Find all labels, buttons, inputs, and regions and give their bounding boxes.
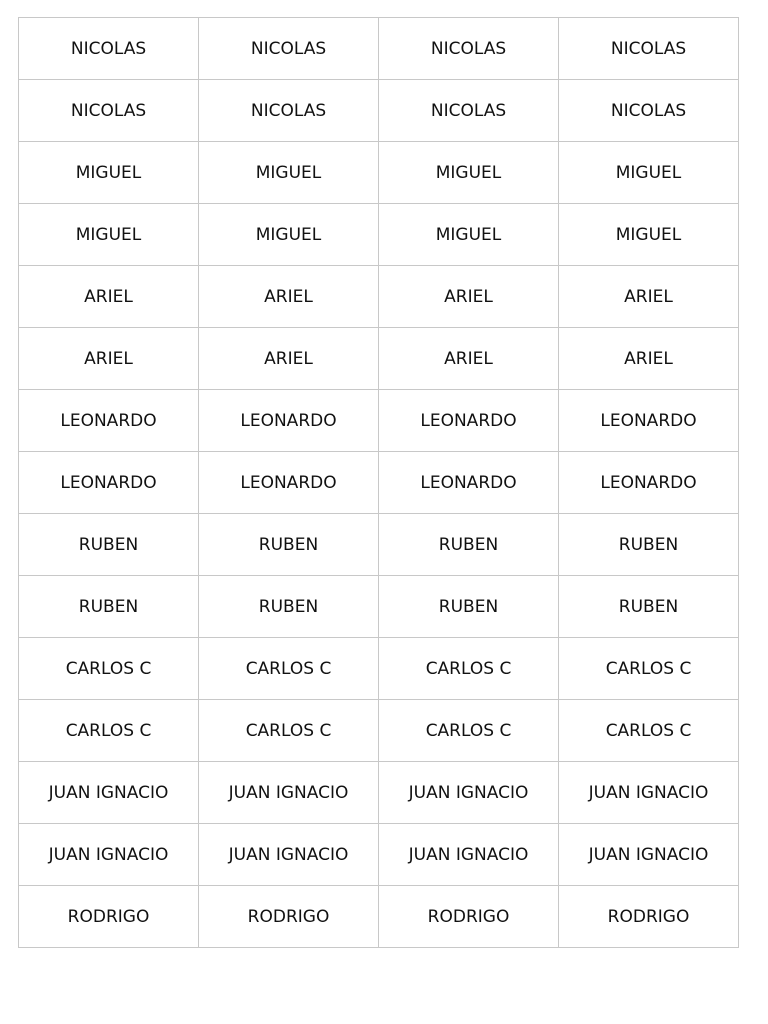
table-cell: ARIEL — [19, 328, 199, 390]
table-cell: CARLOS C — [199, 700, 379, 762]
table-cell: CARLOS C — [19, 638, 199, 700]
table-row — [19, 390, 739, 452]
table-cell: LEONARDO — [19, 452, 199, 514]
table-cell: NICOLAS — [19, 80, 199, 142]
table-cell: RODRIGO — [559, 886, 739, 948]
table-cell: NICOLAS — [199, 18, 379, 80]
table-cell: JUAN IGNACIO — [19, 762, 199, 824]
name-table — [18, 17, 739, 948]
table-cell: RUBEN — [379, 576, 559, 638]
table-cell: CARLOS C — [19, 700, 199, 762]
table-cell: JUAN IGNACIO — [19, 824, 199, 886]
table-cell: MIGUEL — [559, 142, 739, 204]
table-cell: ARIEL — [19, 266, 199, 328]
table-cell: LEONARDO — [559, 390, 739, 452]
table-cell: CARLOS C — [379, 700, 559, 762]
table-cell: ARIEL — [199, 266, 379, 328]
table-cell: NICOLAS — [199, 80, 379, 142]
table-cell: NICOLAS — [19, 18, 199, 80]
table-cell: NICOLAS — [379, 80, 559, 142]
table-cell: MIGUEL — [379, 204, 559, 266]
table-cell: NICOLAS — [559, 18, 739, 80]
table-cell: CARLOS C — [199, 638, 379, 700]
table-row — [19, 18, 739, 80]
table-row — [19, 514, 739, 576]
table-cell: RODRIGO — [379, 886, 559, 948]
table-cell: JUAN IGNACIO — [379, 762, 559, 824]
table-row — [19, 886, 739, 948]
table-cell: LEONARDO — [379, 452, 559, 514]
table-row — [19, 266, 739, 328]
table-cell: NICOLAS — [559, 80, 739, 142]
table-cell: RUBEN — [559, 514, 739, 576]
table-row — [19, 328, 739, 390]
table-cell: RODRIGO — [199, 886, 379, 948]
table-cell: ARIEL — [379, 328, 559, 390]
table-cell: MIGUEL — [19, 204, 199, 266]
table-cell: CARLOS C — [559, 638, 739, 700]
table-cell: MIGUEL — [379, 142, 559, 204]
table-row — [19, 204, 739, 266]
table-cell: CARLOS C — [559, 700, 739, 762]
table-row — [19, 142, 739, 204]
table-row — [19, 824, 739, 886]
table-cell: MIGUEL — [559, 204, 739, 266]
table-cell: RUBEN — [559, 576, 739, 638]
table-cell: CARLOS C — [379, 638, 559, 700]
table-row — [19, 452, 739, 514]
table-cell: LEONARDO — [199, 452, 379, 514]
table-cell: MIGUEL — [199, 142, 379, 204]
table-cell: JUAN IGNACIO — [559, 762, 739, 824]
table-row — [19, 80, 739, 142]
table-cell: RUBEN — [19, 514, 199, 576]
table-cell: ARIEL — [559, 328, 739, 390]
table-cell: MIGUEL — [199, 204, 379, 266]
table-cell: RUBEN — [379, 514, 559, 576]
table-cell: RUBEN — [199, 514, 379, 576]
table-row — [19, 700, 739, 762]
table-cell: ARIEL — [199, 328, 379, 390]
table-cell: RODRIGO — [19, 886, 199, 948]
table-cell: JUAN IGNACIO — [199, 762, 379, 824]
table-cell: JUAN IGNACIO — [199, 824, 379, 886]
table-cell: JUAN IGNACIO — [559, 824, 739, 886]
table-cell: ARIEL — [379, 266, 559, 328]
table-cell: NICOLAS — [379, 18, 559, 80]
table-row — [19, 576, 739, 638]
table-cell: LEONARDO — [199, 390, 379, 452]
table-cell: MIGUEL — [19, 142, 199, 204]
table-row — [19, 638, 739, 700]
table-cell: LEONARDO — [19, 390, 199, 452]
table-cell: RUBEN — [199, 576, 379, 638]
table-cell: LEONARDO — [559, 452, 739, 514]
table-cell: JUAN IGNACIO — [379, 824, 559, 886]
table-cell: ARIEL — [559, 266, 739, 328]
table-cell: RUBEN — [19, 576, 199, 638]
name-table-body — [19, 18, 739, 948]
table-cell: LEONARDO — [379, 390, 559, 452]
table-row — [19, 762, 739, 824]
